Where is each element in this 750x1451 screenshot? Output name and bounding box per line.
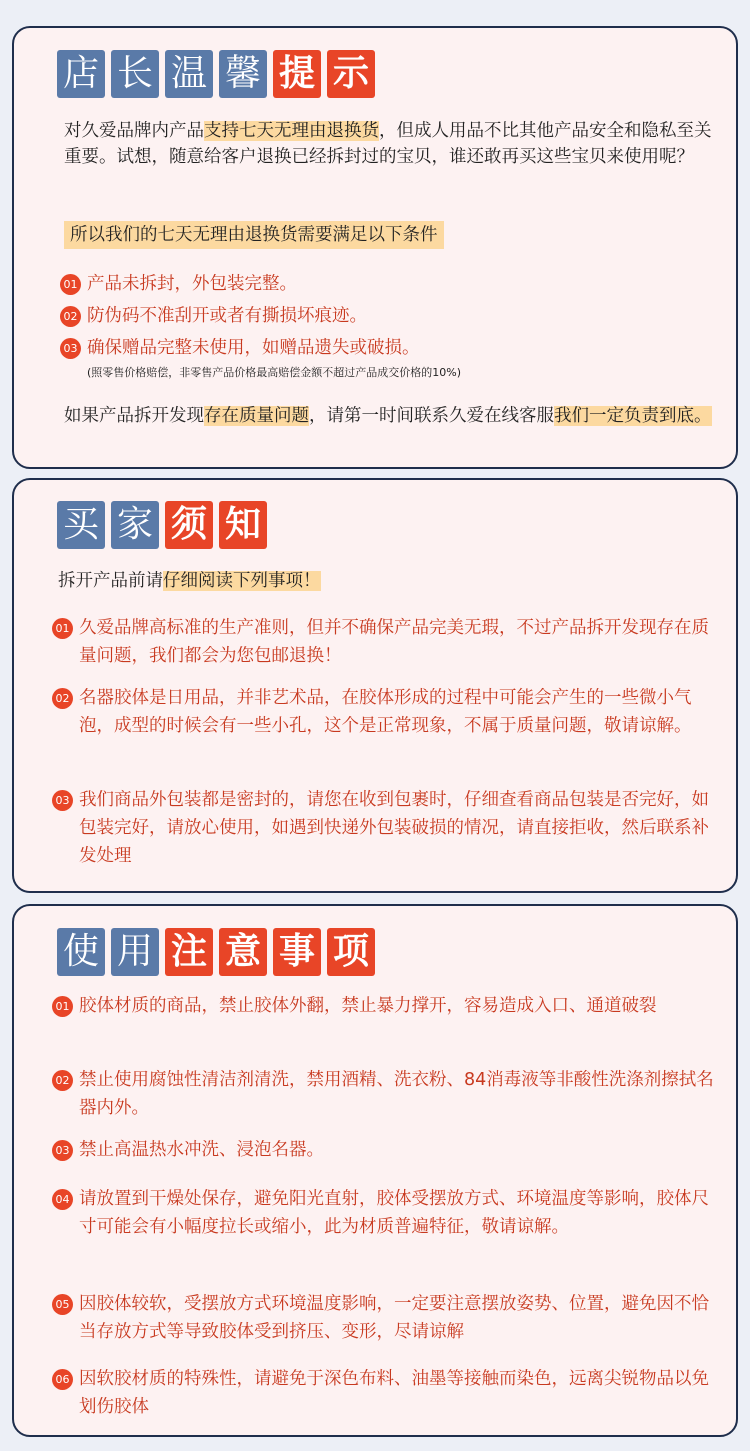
title-char: 项 xyxy=(327,928,375,976)
buyer-notice-title xyxy=(57,501,267,549)
list-item-text: 禁止使用腐蚀性清洁剂清洗，禁用酒精、洗衣粉、84消毒液等非酸性洗涤剂擦拭名器内外。 xyxy=(79,1070,714,1118)
intro-highlight: 仔细阅读下列事项！ xyxy=(163,571,321,591)
title-char: 示 xyxy=(327,50,375,98)
title-char: 买 xyxy=(57,501,105,549)
compensation-note: (照零售价格赔偿，非零售产品价格最高赔偿金额不超过产品成交价格的10%) xyxy=(87,366,462,379)
number-badge: 04 xyxy=(52,1189,73,1210)
outro-highlight: 我们一定负责到底。 xyxy=(554,406,712,426)
list-item-text: 防伪码不准刮开或者有撕损坏痕迹。 xyxy=(87,306,367,326)
list-item-text: 胶体材质的商品，禁止胶体外翻，禁止暴力撑开，容易造成入口、通道破裂 xyxy=(79,996,657,1016)
title-char: 馨 xyxy=(219,50,267,98)
list-item xyxy=(60,302,728,330)
title-char: 家 xyxy=(111,501,159,549)
title-char: 意 xyxy=(219,928,267,976)
tips-card xyxy=(12,26,738,469)
number-badge: 02 xyxy=(60,306,81,327)
outro-text: ，请第一时间联系久爱在线客服 xyxy=(309,406,554,426)
intro-text: 拆开产品前请 xyxy=(58,571,163,591)
buyer-notice-card xyxy=(12,478,738,893)
list-item-text: 禁止高温热水冲洗、浸泡名器。 xyxy=(79,1140,324,1160)
title-char: 用 xyxy=(111,928,159,976)
conditions-heading: 所以我们的七天无理由退换货需要满足以下条件 xyxy=(64,221,444,249)
list-item xyxy=(60,270,728,298)
list-item-text: 因胶体较软，受摆放方式环境温度影响，一定要注意摆放姿势、位置，避免因不恰当存放方式等导致胶体受到挤压、变形，尽请谅解 xyxy=(79,1294,709,1342)
list-item xyxy=(52,1185,720,1241)
number-badge: 02 xyxy=(52,1070,73,1091)
title-char: 温 xyxy=(165,50,213,98)
outro-highlight: 存在质量问题 xyxy=(204,406,309,426)
list-item xyxy=(52,1066,720,1122)
title-char: 注 xyxy=(165,928,213,976)
list-item xyxy=(52,614,720,670)
intro-text: 对久爱品牌内产品 xyxy=(64,121,204,141)
list-item-text: 因软胶材质的特殊性，请避免于深色布料、油墨等接触而染色，远离尖锐物品以免划伤胶体 xyxy=(79,1369,709,1417)
number-badge: 02 xyxy=(52,688,73,709)
title-char: 提 xyxy=(273,50,321,98)
list-item xyxy=(60,334,728,362)
usage-notes-title xyxy=(57,928,375,976)
list-item-text: 名器胶体是日用品，并非艺术品，在胶体形成的过程中可能会产生的一些微小气泡，成型的时候会有一些小孔，这个是正常现象，不属于质量问题，敬请谅解。 xyxy=(79,688,692,736)
title-char: 使 xyxy=(57,928,105,976)
list-item xyxy=(52,1290,720,1346)
list-item xyxy=(52,1365,720,1421)
title-char: 事 xyxy=(273,928,321,976)
list-item xyxy=(52,786,720,870)
tips-intro xyxy=(64,118,714,170)
list-item xyxy=(52,684,720,740)
buyer-notice-intro xyxy=(58,568,708,594)
number-badge: 01 xyxy=(52,618,73,639)
tips-outro xyxy=(64,401,714,431)
title-char: 店 xyxy=(57,50,105,98)
number-badge: 03 xyxy=(52,790,73,811)
usage-notes-card xyxy=(12,904,738,1437)
number-badge: 05 xyxy=(52,1294,73,1315)
outro-text: 如果产品拆开发现 xyxy=(64,406,204,426)
intro-highlight: 支持七天无理由退换货 xyxy=(204,121,379,141)
list-item-text: 请放置到干燥处保存，避免阳光直射，胶体受摆放方式、环境温度等影响，胶体尺寸可能会有小幅度拉长或缩小，此为材质普遍特征，敬请谅解。 xyxy=(79,1189,709,1237)
title-char: 须 xyxy=(165,501,213,549)
number-badge: 06 xyxy=(52,1369,73,1390)
title-char: 长 xyxy=(111,50,159,98)
intro-text: ，但成人用品不比其他产品安全和隐私至关重要。试想，随意给客户退换已经拆封过的宝贝，谁还敢再买这些宝贝来使用呢？ xyxy=(64,121,712,167)
tips-title xyxy=(57,50,375,98)
list-item-text: 久爱品牌高标准的生产准则，但并不确保产品完美无瑕，不过产品拆开发现存在质量问题，我们都会为您包邮退换！ xyxy=(79,618,709,666)
number-badge: 03 xyxy=(60,338,81,359)
list-item-text: 我们商品外包装都是密封的，请您在收到包裹时，仔细查看商品包装是否完好，如包装完好，请放心使用，如遇到快递外包装破损的情况，请直接拒收，然后联系补发处理 xyxy=(79,790,709,866)
list-item xyxy=(52,992,720,1020)
list-item xyxy=(52,1136,720,1164)
list-item-text: 产品未拆封，外包装完整。 xyxy=(87,274,297,294)
title-char: 知 xyxy=(219,501,267,549)
number-badge: 01 xyxy=(60,274,81,295)
list-item-text: 确保赠品完整未使用，如赠品遗失或破损。 xyxy=(87,338,420,358)
number-badge: 01 xyxy=(52,996,73,1017)
number-badge: 03 xyxy=(52,1140,73,1161)
